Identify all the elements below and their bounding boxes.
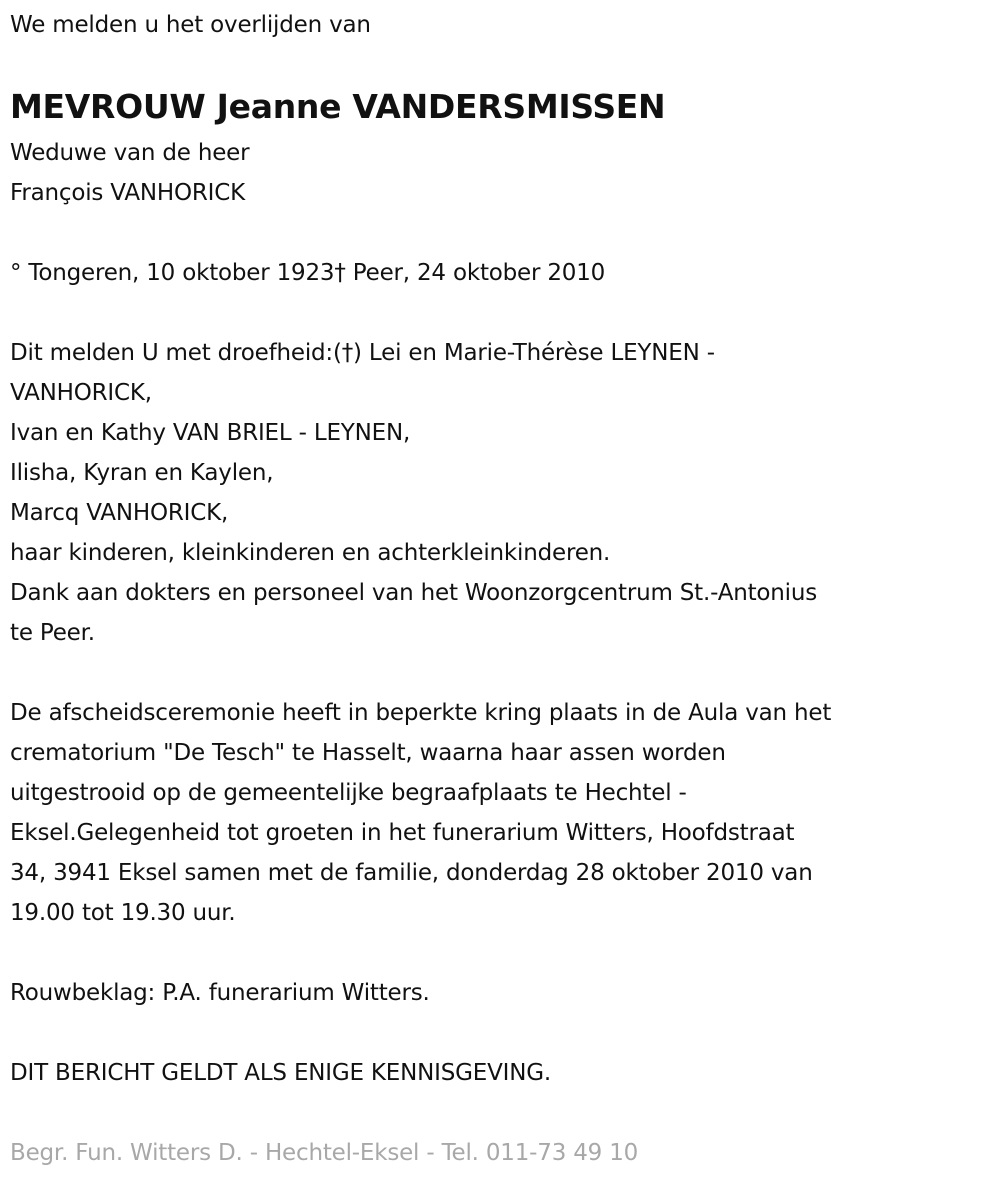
spouse-line: François VANHORICK [10,180,245,206]
family-line: Ivan en Kathy VAN BRIEL - LEYNEN, [10,420,411,446]
intro-text: We melden u het overlijden van [10,12,371,38]
family-line: te Peer. [10,620,95,646]
spacer [10,933,1000,973]
spouse-line: Weduwe van de heer [10,140,250,166]
funeral-home-footer: Begr. Fun. Witters D. - Hechtel-Eksel - Tel. 011-73 49 10 [10,1140,639,1166]
spacer [10,653,1000,693]
ceremony-paragraph [10,693,1000,933]
ceremony-line: 34, 3941 Eksel samen met de familie, donderdag 28 oktober 2010 van [10,860,813,886]
ceremony-line: crematorium "De Tesch" te Hasselt, waarna haar assen worden [10,740,726,766]
birth-death-dates: ° Tongeren, 10 oktober 1923† Peer, 24 oktober 2010 [10,260,606,286]
family-line: Dank aan dokters en personeel van het Woonzorgcentrum St.-Antonius [10,580,818,606]
ceremony-line: Eksel.Gelegenheid tot groeten in het funerarium Witters, Hoofdstraat [10,820,795,846]
spacer [10,1093,1000,1133]
spacer [10,293,1000,333]
spacer [10,1013,1000,1053]
spacer [10,213,1000,253]
family-line: VANHORICK, [10,380,152,406]
family-paragraph [10,333,1000,653]
obituary-notice [10,5,1000,1173]
spacer [10,45,1000,85]
family-line: Dit melden U met droefheid:(†) Lei en Marie-Thérèse LEYNEN - [10,340,715,366]
family-line: Marcq VANHORICK, [10,500,229,526]
notice-text: DIT BERICHT GELDT ALS ENIGE KENNISGEVING. [10,1060,551,1086]
ceremony-line: uitgestrooid op de gemeentelijke begraafplaats te Hechtel - [10,780,687,806]
ceremony-line: 19.00 tot 19.30 uur. [10,900,236,926]
deceased-name: MEVROUW Jeanne VANDERSMISSEN [10,87,666,126]
family-line: Ilisha, Kyran en Kaylen, [10,460,274,486]
family-line: haar kinderen, kleinkinderen en achterkleinkinderen. [10,540,611,566]
ceremony-line: De afscheidsceremonie heeft in beperkte kring plaats in de Aula van het [10,700,832,726]
condolences-text: Rouwbeklag: P.A. funerarium Witters. [10,980,430,1006]
